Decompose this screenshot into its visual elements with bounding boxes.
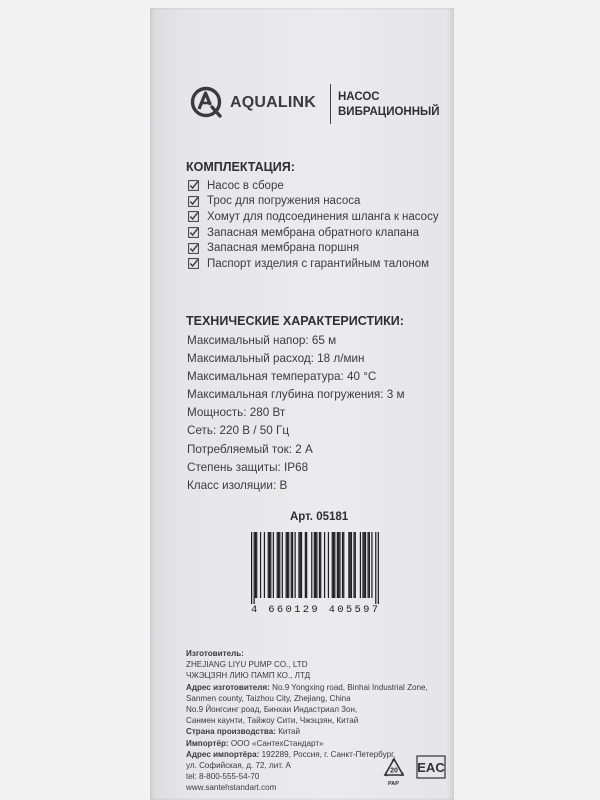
barcode-bar <box>286 532 287 598</box>
barcode-bar <box>279 532 280 598</box>
barcode-bar <box>337 532 338 598</box>
barcode-bar <box>316 532 317 598</box>
barcode-bar <box>273 532 274 598</box>
checkbox-icon <box>188 196 199 207</box>
recycling-icon <box>382 757 406 781</box>
spec-item: Максимальная температура: 40 °С <box>187 370 377 384</box>
importer-address-2: ул. Софийская, д. 72, лит. А <box>186 761 291 771</box>
barcode-bar <box>339 532 340 598</box>
kit-item-label: Паспорт изделия с гарантийным талоном <box>207 257 430 270</box>
barcode-bar <box>254 532 255 604</box>
barcode-bar <box>353 532 354 598</box>
barcode-bars <box>251 532 379 604</box>
product-name <box>338 90 440 120</box>
spec-item: Класс изоляции: В <box>187 478 288 492</box>
barcode-bar <box>300 532 301 598</box>
product-name-line2: ВИБРАЦИОННЫЙ <box>338 106 440 118</box>
kit-item-label: Запасная мембрана поршня <box>207 242 360 255</box>
barcode-bar <box>298 532 299 598</box>
barcode-bar <box>291 532 292 598</box>
phone: tel: 8-800-555-54-70 <box>186 772 260 782</box>
barcode-bar <box>371 532 372 598</box>
manufacturer-address-en-1: No.9 Yongxing road, Binhai Industrial Zone, <box>272 682 428 692</box>
country-label: Страна производства: <box>186 727 276 737</box>
barcode-bar <box>292 532 293 598</box>
barcode-bar <box>287 532 288 598</box>
kit-item <box>188 178 439 194</box>
barcode-bar <box>369 532 370 598</box>
manufacturer-address-ru-2: Санмен каунти, Тайжоу Сити, Чжэцзян, Китай <box>186 716 359 726</box>
barcode-bar <box>314 532 315 598</box>
article-number: Арт. 05181 <box>290 511 349 523</box>
barcode-bar <box>367 532 368 598</box>
barcode-bar <box>360 532 361 598</box>
barcode-bar <box>334 532 335 598</box>
brand-name: AQUALINK <box>230 94 317 111</box>
header-divider <box>330 84 331 124</box>
manufacturer-address-ru-1: No.9 Йонгсинг роад, Бинхаи Индастриал Зон, <box>186 705 358 715</box>
barcode-bar <box>364 532 365 598</box>
spec-item: Сеть: 220 В / 50 Гц <box>187 424 290 438</box>
barcode-bar <box>342 532 343 598</box>
specs-list <box>187 332 405 495</box>
specs-title: ТЕХНИЧЕСКИЕ ХАРАКТЕРИСТИКИ: <box>186 314 404 328</box>
barcode-bar <box>319 532 320 598</box>
barcode-bar <box>278 532 279 598</box>
barcode-bar <box>348 532 349 598</box>
barcode-bar <box>365 532 366 598</box>
spec-item: Мощность: 280 Вт <box>187 406 286 420</box>
barcode-bar <box>255 532 256 598</box>
barcode-bar <box>301 532 302 598</box>
kit-item <box>188 225 439 241</box>
checkbox-icon <box>188 243 199 254</box>
barcode-bar <box>251 532 252 604</box>
product-name-line1: НАСОС <box>338 91 380 103</box>
barcode-bar <box>338 532 339 598</box>
spec-item: Максимальный расход: 18 л/мин <box>187 352 365 366</box>
spec-item: Потребляемый ток: 2 А <box>187 442 313 456</box>
kit-item <box>188 194 439 210</box>
barcode-bar <box>256 532 257 598</box>
manufacturer-name-ru: ЧЖЭЦЗЯН ЛИЮ ПАМП КО., ЛТД <box>186 671 311 681</box>
recycling-number: 20 <box>390 767 398 775</box>
barcode-bar <box>311 532 312 598</box>
importer-address-1: 192289, Россия, г. Санкт-Петербург, <box>261 749 396 759</box>
manufacturer-info <box>186 648 428 794</box>
barcode-digits: 4 660129 405597 <box>251 604 378 614</box>
barcode-bar <box>343 532 344 598</box>
barcode-bar <box>282 532 283 598</box>
barcode-bar <box>277 532 278 598</box>
checkbox-icon <box>188 227 199 238</box>
barcode-bar <box>315 532 316 598</box>
checkbox-icon <box>188 211 199 222</box>
kit-item-label: Запасная мембрана обратного клапана <box>207 226 419 239</box>
spec-item: Степень защиты: IP68 <box>187 460 309 474</box>
kit-item <box>188 209 439 225</box>
barcode-bar <box>333 532 334 598</box>
barcode-bar <box>378 532 379 604</box>
barcode-bar <box>260 532 261 598</box>
manufacturer-address-en-2: Sanmen county, Taizhou City, Zhejiang, China <box>186 693 351 703</box>
spec-item: Максимальный напор: 65 м <box>187 334 337 347</box>
barcode-bar <box>362 532 363 598</box>
kit-list <box>188 178 439 272</box>
barcode-bar <box>324 532 325 598</box>
kit-item-label: Хомут для подсоединения шланга к насосу <box>207 210 439 223</box>
barcode-bar <box>328 532 329 598</box>
kit-item-label: Насос в сборе <box>207 179 284 192</box>
manufacturer-label: Изготовитель: <box>186 649 244 658</box>
kit-title: КОМПЛЕКТАЦИЯ: <box>186 160 295 174</box>
barcode <box>250 532 380 614</box>
barcode-bar <box>375 532 376 604</box>
barcode-bar <box>350 532 351 598</box>
barcode-bar <box>306 532 307 598</box>
importer-value: ООО «СантехСтандарт» <box>230 738 324 748</box>
spec-item: Максимальная глубина погружения: 3 м <box>187 388 405 402</box>
checkbox-icon <box>188 180 199 191</box>
recycling-code: PAP <box>388 781 399 787</box>
eac-mark-text: EAC <box>417 760 445 775</box>
kit-item <box>188 240 439 256</box>
barcode-bar <box>288 532 289 598</box>
checkbox-icon <box>188 258 199 269</box>
barcode-bar <box>264 532 265 598</box>
barcode-bar <box>269 532 270 598</box>
website: www.santehstandart.com <box>186 783 277 793</box>
manufacturer-address-label: Адрес изготовителя: <box>186 682 270 692</box>
barcode-bar <box>355 532 356 598</box>
barcode-bar <box>305 532 306 598</box>
importer-label: Импортёр: <box>186 738 229 748</box>
country-value: Китай <box>278 727 301 737</box>
manufacturer-name-en: ZHEJIANG LIYU PUMP CO., LTD <box>186 660 308 670</box>
barcode-bar <box>351 532 352 598</box>
eac-mark-icon <box>416 755 446 779</box>
kit-item-label: Трос для погружения насоса <box>207 195 361 208</box>
barcode-bar <box>270 532 271 598</box>
barcode-bar <box>332 532 333 598</box>
aqualink-logo-icon <box>190 85 224 119</box>
barcode-bar <box>295 532 296 598</box>
kit-item <box>188 256 439 272</box>
importer-address-label: Адрес импортёра: <box>186 749 260 759</box>
barcode-bar <box>320 532 321 598</box>
product-box <box>150 8 454 800</box>
barcode-bar <box>268 532 269 598</box>
